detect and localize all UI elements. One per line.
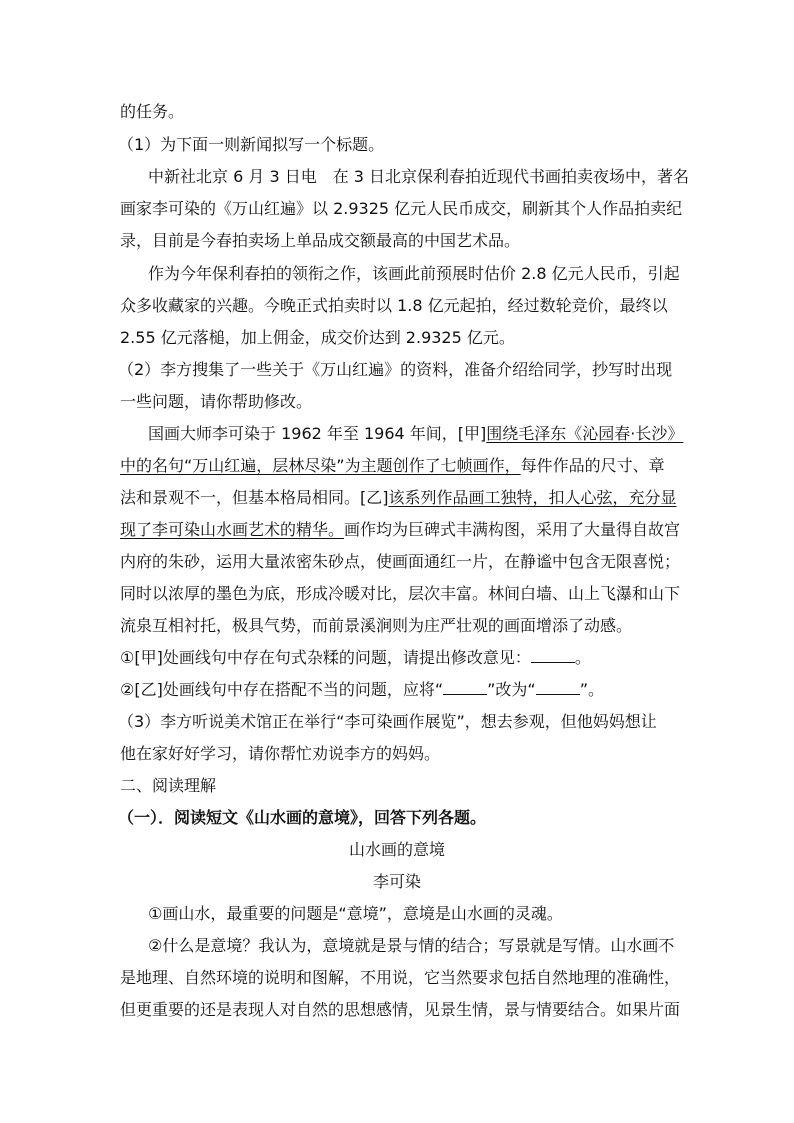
section-heading: 二、阅读理解 bbox=[120, 776, 217, 795]
article-line: 是地理、自然环境的说明和图解，不用说，它当然要求包括自然地理的准确性， bbox=[120, 968, 681, 987]
answer-blank[interactable] bbox=[531, 648, 575, 663]
question-3: （3）李方听说美术馆正在举行“李可染画作展览”，想去参观，但他妈妈想让 bbox=[118, 712, 657, 731]
question-1: （1）为下面一则新闻拟写一个标题。 bbox=[118, 135, 385, 154]
news-line: 画家李可染的《万山红遍》以 2.9325 亿元人民币成交，刷新其个人作品拍卖纪 bbox=[120, 199, 683, 218]
answer-blank[interactable] bbox=[443, 680, 487, 695]
answer-blank[interactable] bbox=[536, 680, 580, 695]
article-paragraph: ②什么是意境？我认为，意境就是景与情的结合；写景就是写情。山水画不 bbox=[148, 936, 675, 955]
article-author: 李可染 bbox=[372, 872, 421, 891]
text-line: 的任务。 bbox=[120, 102, 185, 121]
sub-question-2: ②[乙]处画线句中存在搭配不当的问题，应将“ ”改为“ ”。 bbox=[120, 680, 605, 699]
underlined-sentence-yi: 现了李可染山水画艺术的精华。 bbox=[120, 520, 345, 539]
text-line: 他在家好好学习，请你帮忙劝说李方的妈妈。 bbox=[120, 744, 441, 763]
passage-line: 流泉互相衬托，极具气势，而前景溪涧则为庄严壮观的画面增添了动感。 bbox=[120, 616, 633, 635]
news-line: 众多收藏家的兴趣。今晚正式拍卖时以 1.8 亿元起拍，经过数轮竞价，最终以 bbox=[120, 296, 668, 315]
article-line: 但更重要的还是表现人对自然的思想感情，见景生情，景与情要结合。如果片面 bbox=[120, 1000, 681, 1019]
article-title: 山水画的意境 bbox=[348, 840, 445, 859]
underlined-sentence-yi: 该系列作品画工独特，扣人心弦，充分显 bbox=[388, 488, 677, 507]
text-line: 一些问题，请你帮助修改。 bbox=[120, 392, 313, 411]
passage-line bbox=[120, 519, 680, 541]
passage-text: 画作均为巨碑式丰满构图，采用了大量得自故宫 bbox=[344, 520, 681, 539]
news-line: 2.55 亿元落槌，加上佣金，成交价达到 2.9325 亿元。 bbox=[120, 328, 515, 347]
passage-line: 内府的朱砂，运用大量浓密朱砂点，使画面通红一片，在静谧中包含无限喜悦； bbox=[120, 552, 681, 571]
underlined-sentence-jia: 中的名句“万山红遍，层林尽染”为主题创作了七帧画作， bbox=[120, 456, 521, 475]
news-line: 录，目前是今春拍卖场上单品成交额最高的中国艺术品。 bbox=[120, 231, 521, 250]
passage-line bbox=[148, 423, 683, 445]
reading-instruction: （一）．阅读短文《山水画的意境》，回答下列各题。 bbox=[118, 808, 487, 827]
news-line: 中新社北京 6 月 3 日电 在 3 日北京保利春拍近现代书画拍卖夜场中，著名 bbox=[148, 167, 690, 186]
passage-text: 每件作品的尺寸、章 bbox=[520, 456, 665, 475]
passage-text: 法和景观不一，但基本格局相同。[乙] bbox=[120, 488, 389, 507]
article-paragraph: ①画山水，最重要的问题是“意境”，意境是山水画的灵魂。 bbox=[148, 904, 563, 923]
passage-line bbox=[120, 487, 677, 509]
passage-line bbox=[120, 455, 665, 477]
underlined-sentence-jia: 围绕毛泽东《沁园春·长沙》 bbox=[486, 424, 684, 443]
passage-line: 同时以浓厚的墨色为底，形成冷暖对比，层次丰富。林间白墙、山上飞瀑和山下 bbox=[120, 584, 681, 603]
sub-question-1: ①[甲]处画线句中存在句式杂糅的问题，请提出修改意见： 。 bbox=[120, 648, 591, 667]
question-2: （2）李方搜集了一些关于《万山红遍》的资料，准备介绍给同学，抄写时出现 bbox=[118, 360, 673, 379]
passage-text: 国画大师李可染于 1962 年至 1964 年间，[甲] bbox=[148, 424, 487, 443]
news-line: 作为今年保利春拍的领衔之作，该画此前预展时估价 2.8 亿元人民币，引起 bbox=[148, 264, 680, 283]
